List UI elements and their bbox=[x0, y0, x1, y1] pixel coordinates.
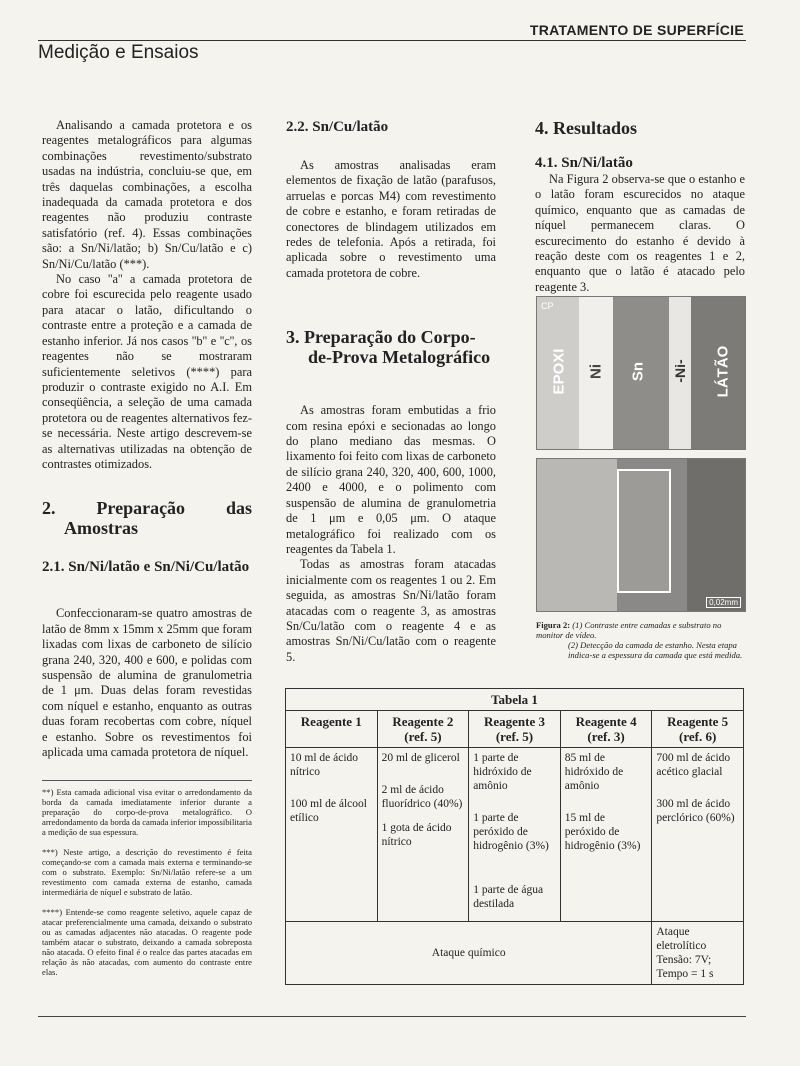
column-3 bbox=[535, 118, 745, 295]
col1-paragraph-1: Analisando a camada protetora e os reagentes metalográficos para algumas combinações revestimento/substrato usadas na indústria, concluiu-se que, em três daquelas combinações, a escolha inadequada da camada protetora e dos reagentes não produziu contraste satisfatório (ref. 4). Essas combinações são: a Sn/Ni/latão; b) Sn/Cu/latão e c) Sn/Ni/Cu/latão (***). bbox=[42, 118, 252, 271]
micrograph-1 bbox=[536, 296, 746, 450]
column-2 bbox=[286, 118, 496, 665]
col2-paragraph-3: Todas as amostras foram atacadas inicialmente com os reagentes 1 ou 2. Em seguida, as amostras Sn/Ni/latão foram atacadas com o reagente 3, as amostras Sn/Cu/latão com o reagente 4 e as amostras Sn/Ni/Cu/latão com o reagente 5. bbox=[286, 557, 496, 664]
table-cell: 300 ml de ácido perclórico (60%) bbox=[656, 798, 735, 824]
micrograph-2 bbox=[536, 458, 746, 612]
label-sn: Sn bbox=[629, 361, 647, 382]
label-latao: LÁTÃO bbox=[714, 345, 732, 398]
heading-section-2: 2. Preparação das Amostras bbox=[42, 498, 252, 539]
table-cell: Tensão: 7V; bbox=[656, 954, 712, 966]
table-cell: 20 ml de glicerol bbox=[381, 752, 460, 764]
table-cell-reagent-4 bbox=[560, 748, 652, 922]
caption-part-2: (2) Detecção da camada de estanho. Nesta etapa indica-se a espessura da camada que está medida. bbox=[568, 640, 743, 660]
label-epoxi: EPOXI bbox=[550, 348, 568, 395]
table-cell: 10 ml de ácido nítrico bbox=[290, 752, 359, 778]
table-cell: Tempo = 1 s bbox=[656, 968, 714, 980]
table-header-4: Reagente 4 (ref. 3) bbox=[560, 711, 652, 748]
micrograph-corner-label: CP bbox=[541, 301, 554, 311]
table-cell-reagent-5 bbox=[652, 748, 744, 922]
heading-section-3: 3. Preparação do Corpo-de-Prova Metalográfico bbox=[286, 327, 491, 368]
table-header-3: Reagente 3 (ref. 5) bbox=[469, 711, 561, 748]
table-header-2: Reagente 2 (ref. 5) bbox=[377, 711, 469, 748]
table-cell: Ataque eletrolítico bbox=[656, 926, 707, 952]
heading-section-4: 4. Resultados bbox=[535, 118, 638, 138]
figure-caption bbox=[536, 620, 746, 660]
table-cell: 1 parte de água destilada bbox=[473, 884, 544, 910]
table-footer-chemical: Ataque químico bbox=[286, 922, 652, 985]
table-cell: 1 parte de peróxido de hidrogênio (3%) bbox=[473, 812, 549, 852]
table-cell: 15 ml de peróxido de hidrogênio (3%) bbox=[564, 812, 641, 852]
table-header-1: Reagente 1 bbox=[286, 711, 378, 748]
footnote-2: **) Esta camada adicional visa evitar o arredondamento da borda da camada imediatamente inferior durante a preparação do corpo-de-prova metalográfico. O arredondamento da borda da camada inferior impossibilitaria a medição de sua espessura. bbox=[42, 787, 252, 838]
table-cell: 85 ml de hidróxido de amônio bbox=[564, 752, 624, 792]
caption-label: Figura 2: bbox=[536, 620, 571, 630]
table-cell: 100 ml de álcool etílico bbox=[290, 798, 367, 824]
heading-section-2-2: 2.2. Sn/Cu/latão bbox=[286, 119, 389, 135]
col3-paragraph-1: Na Figura 2 observa-se que o estanho e o latão foram escurecidos no ataque químico, enquanto que as camadas de níquel permanecem claras. O escurecimento do estanho é devido à reação deste com os reagentes 1 e 2, enquanto que o latão é atacado pelo reagente 3. bbox=[535, 172, 745, 294]
column-1 bbox=[42, 118, 252, 977]
footnotes bbox=[42, 780, 252, 977]
table-title: Tabela 1 bbox=[286, 689, 744, 711]
label-ni-2: -Ni- bbox=[672, 359, 688, 383]
table-cell: 2 ml de ácido fluorídrico (40%) bbox=[381, 784, 463, 810]
col1-paragraph-3: Confeccionaram-se quatro amostras de latão de 8mm x 15mm x 25mm que foram lixadas com lixas de carboneto de silício grana 240, 320, 400 e 600, e polidas com suspensão de alumina de granulometria de 1 μm. Duas delas foram revestidas com níquel e estanho, enquanto as outras duas foram recobertas com cobre, níquel e estanho. Sobre os revestimentos foi aplicada uma camada protetora de níquel. bbox=[42, 606, 252, 759]
caption-part-1: (1) Contraste entre camadas e substrato no monitor de vídeo. bbox=[536, 620, 722, 640]
scale-bar-label: 0,02mm bbox=[706, 597, 741, 608]
table-cell: 1 parte de hidróxido de amônio bbox=[473, 752, 532, 792]
table-cell: 1 gota de ácido nítrico bbox=[381, 822, 452, 848]
table-cell-reagent-2 bbox=[377, 748, 469, 922]
table-header-5: Reagente 5 (ref. 6) bbox=[652, 711, 744, 748]
table-cell: 700 ml de ácido acético glacial bbox=[656, 752, 731, 778]
label-ni: Ni bbox=[587, 364, 605, 379]
footer-rule bbox=[38, 1016, 746, 1017]
table-footer-electrolytic bbox=[652, 922, 744, 985]
col2-paragraph-1: As amostras analisadas eram elementos de fixação de latão (parafusos, arruelas e porcas M4) com revestimento de cobre e estanho, e foram retiradas de conectores de blindagem utilizados em redes de telefonia. Após a retirada, foi aplicada sobre o revestimento uma camada protetora de cobre. bbox=[286, 158, 496, 280]
section-header: TRATAMENTO DE SUPERFÍCIE bbox=[529, 22, 744, 38]
footnote-3: ***) Neste artigo, a descrição do revestimento é feita começando-se com a camada mais externa e terminando-se com o substrato. Exemplo: Sn/Ni/latão refere-se a um revestimento com camada externa de estanho, camada intermediária de níquel e substrato de latão. bbox=[42, 847, 252, 898]
col2-paragraph-2: As amostras foram embutidas a frio com resina epóxi e secionadas ao longo do plano mediano das mesmas. O lixamento foi feito com lixas de carboneto de silício grana 240, 320, 400, 600, 1000, 2400 e 4000, e o polimento com suspensão de alumina de granulometria de 1 μm e 0,05 μm. O ataque metalográfico foi realizado com os reagentes da Tabela 1. bbox=[286, 403, 496, 556]
col1-paragraph-2: No caso ''a'' a camada protetora de cobre foi escurecida pelo reagente usado para atacar o latão, dificultando o contraste entre a proteção e a camada de estanho inferior. Já nos casos ''b'' e ''c'', os reagentes não se mostraram suficientemente seletivos (****) para produzir o contraste exigido no A.I. Em conseqüência, a seleção de uma camada protetora ou de reagentes alternativos fez-se necessária. Neste artigo descrevem-se as alternativas utilizadas na obtenção de contrastes otimizados. bbox=[42, 272, 252, 471]
footnote-4: ****) Entende-se como reagente seletivo, aquele capaz de atacar preferencialmente uma camada, deixando o substrato ou as camadas adjacentes não atacadas. O reagente pode também atacar o substrato, deixando a camada sobreposta não atacada. O efeito final é o realce das partes atacadas em relação às não atacadas, com aumento do contraste entre elas. bbox=[42, 907, 252, 978]
table-1 bbox=[285, 688, 744, 985]
page-title: Medição e Ensaios bbox=[38, 42, 199, 63]
table-cell-reagent-3 bbox=[469, 748, 561, 922]
heading-section-2-1: 2.1. Sn/Ni/latão e Sn/Ni/Cu/latão bbox=[42, 559, 250, 576]
header-rule bbox=[38, 40, 746, 41]
table-cell-reagent-1 bbox=[286, 748, 378, 922]
heading-section-4-1: 4.1. Sn/Ni/latão bbox=[535, 155, 633, 171]
